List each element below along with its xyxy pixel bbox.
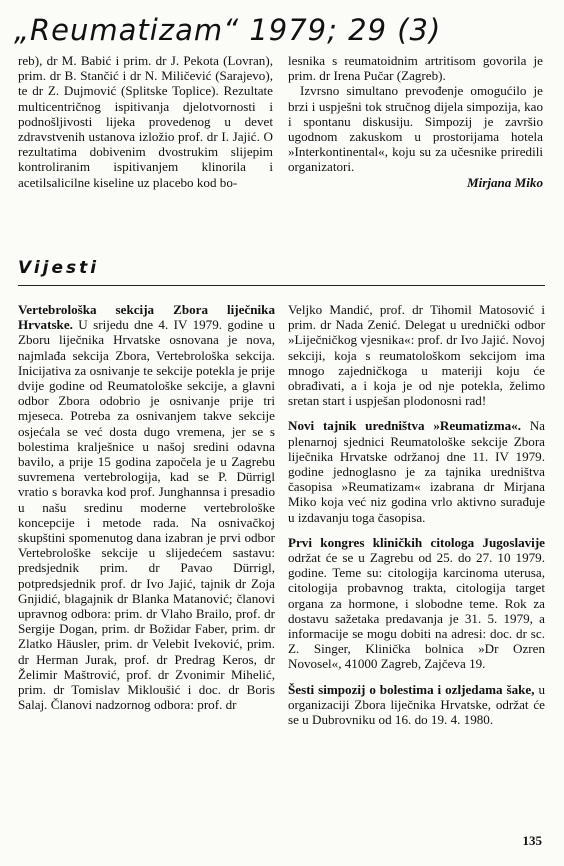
news-title: Novi tajnik uredništva »Reumatizma«. xyxy=(288,418,521,434)
page-number: 135 xyxy=(522,833,542,848)
news-item-editorial-secretary xyxy=(288,418,545,524)
continued-article-right-column xyxy=(288,53,543,190)
news-body: Na plenarnoj sjednici Reumatološke sekcije Zbora liječnika Hrvatske održanoj dne 11. IV 1979. godine jednoglasno je za tajnika uredništva časopisa »Reumatizam« izabrana dr Mirjana Miko koja već niz godina vrlo aktivno surađuje u izdavanju toga časopisa. xyxy=(288,418,545,525)
news-body: u organizaciji Zbora liječnika Hrvatske, održat će se u Dubrovniku od 16. do 19. 4. 1980. xyxy=(288,681,545,728)
news-item-hand-symposium xyxy=(288,682,545,728)
author-signature: Mirjana Miko xyxy=(466,174,543,190)
section-divider xyxy=(18,285,545,286)
news-title: Šesti simpozij o bolestima i ozljedama šake, xyxy=(288,681,535,697)
continued-article-left-column xyxy=(18,53,273,190)
handwritten-citation-note: „Reumatizam“ 1979; 29 (3) xyxy=(14,13,442,47)
section-heading: Vijesti xyxy=(18,258,100,278)
news-left-column xyxy=(18,302,275,712)
news-item-vertebrology xyxy=(18,302,275,712)
news-title: Prvi kongres kliničkih citologa Jugoslavije xyxy=(288,534,545,550)
news-item-cytology-congress xyxy=(288,535,545,672)
article-continuation-text: reb), dr M. Babić i prim. dr J. Pekota (Lovran), prim. dr B. Stančić i dr N. Miličević (Sarajevo), te dr Z. Dujmović (Splitske Toplice). Rezultate multicentričnog ispitivanja djelotvornosti i podnošljivosti lijeka provedenog u devet zdravstvenih ustanova izložio prof. dr I. Jajić. O rezultatima dobivenim dvostrukim slijepim kontroliranim ispitivanjem klinorila i acetilsalicilne kiseline uz placebo kod bo- xyxy=(18,53,273,190)
article-paragraph: Izvrsno simultano prevođenje omogućilo je brzi i uspješni tok stručnog dijela simpozija, kao i spontanu diskusiju. Simpozij je završio ugodnom zakuskom u prostorijama hotela »Interkontinental«, koju su za učesnike priredili organizatori. xyxy=(288,83,543,175)
news-right-column xyxy=(288,302,545,727)
news-body: U srijedu dne 4. IV 1979. godine u Zboru liječnika Hrvatske osnovana je nova, najmlađa sekcija Zbora, Vertebrološka sekcija. Inicijativa za osnivanje te sekcije potekla je prije dvije godine od Reumatološke sekcije, a glavni odbor Zbora odobrio je osnivanje prije tri mjeseca. Potreba za osnivanjem takve sekcije osjećala se već dosta dugo vremena, jer se s bolestima kralješnice u našoj sredini odavna bavilo, a prije 15 godina započela je u Zagrebu suvremena vertebrologija, kad se P. Dürrigl vratio s boravka kod prof. Junghannsa i presadio u našu sredinu moderne vertebrološke koncepcije i metode rada. Na osnivačkoj skupštini spomenutog dana izabran je prvi odbor Vertebrološke sekcije u slijedećem sastavu: predsjednik prim. dr Pavao Dürrigl, potpredsjednik prof. dr Ivo Jajić, tajnik dr Zoja Gnjidić, blagajnik dr Blanka Matanović; članovi upravnog odbora: prim. dr Vlaho Brailo, prof. dr Sergije Dogan, prim. dr Božidar Faber, prim. dr Zlatko Häusler, prim. dr Velebit Iveković, prim. dr Herman Jurak, prof. dr Predrag Keros, dr Želimir Maštrović, prof. dr Zvonimir Mihelić, prim. dr Tomislav Mikloušić i doc. dr Boris Salaj. Članovi nadzornog odbora: prof. dr xyxy=(18,317,275,713)
article-paragraph: lesnika s reumatoidnim artritisom govorila je prim. dr Irena Pučar (Zagreb). xyxy=(288,53,543,84)
news-title: Vertebrološka sekcija Zbora liječnika Hrvatske. xyxy=(18,302,275,333)
news-body: održat će se u Zagrebu od 25. do 27. 10 1979. godine. Teme su: citologija karcinoma uterusa, citologija probavnog trakta, citologija target organa za hormone, i slobodne teme. Rok za dostavu sažetaka predavanja je 31. 5. 1979, a informacije se mogu dobiti na adresi: doc. dr sc. Z. Singer, Klinička bolnica »Dr Ozren Novosel«, 41000 Zagreb, Zajčeva 19. xyxy=(288,550,545,672)
news-item-continuation: Veljko Mandić, prof. dr Tihomil Matosović i prim. dr Nada Zenić. Delegat u uredničk​i odbor »Liječničkog vjesnika«: prof. dr Ivo Jajić. Novoj sekciji, koja s reumatološkom sekcijom ima mnogo zajedničkoga u materiji koju će obrađivati, a i koja je od nje potekla, želimo sretan start i uspješan plodonosni rad! xyxy=(288,302,545,409)
